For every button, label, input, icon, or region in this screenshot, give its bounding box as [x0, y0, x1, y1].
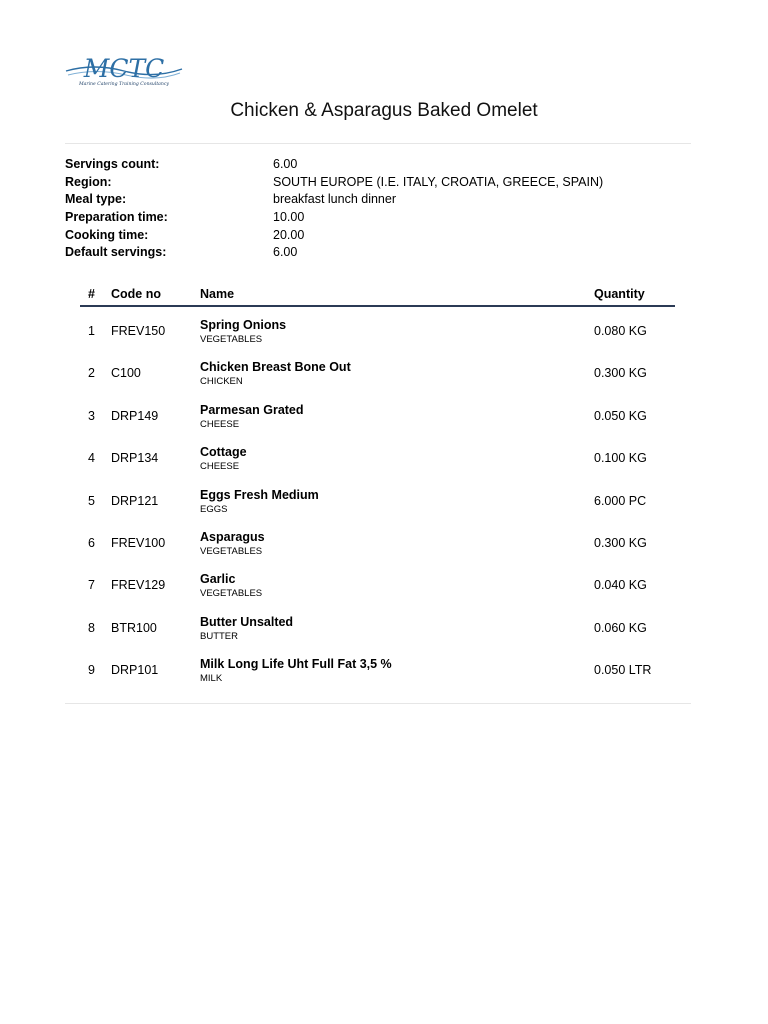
- table-row: [80, 310, 675, 352]
- meta-value: breakfast lunch dinner: [273, 192, 396, 207]
- row-number: 6: [88, 535, 95, 550]
- row-code: C100: [111, 366, 141, 381]
- row-number: 7: [88, 578, 95, 593]
- meta-label: Servings count:: [65, 157, 160, 171]
- table-row: [80, 395, 675, 437]
- ingredient-category: CHEESE: [200, 418, 240, 430]
- ingredient-category: CHICKEN: [200, 376, 243, 388]
- ingredient-quantity: 0.080 KG: [594, 324, 647, 338]
- ingredient-category: CHEESE: [200, 461, 240, 473]
- row-code: FREV100: [111, 535, 166, 550]
- meta-label: Default servings:: [65, 245, 167, 260]
- table-row: [80, 607, 675, 649]
- meta-value: 10.00: [273, 210, 305, 225]
- ingredient-quantity: 0.050 KG: [594, 408, 647, 423]
- row-number: 3: [88, 408, 95, 423]
- table-row: [80, 480, 675, 522]
- ingredient-quantity: 0.300 KG: [594, 366, 647, 381]
- meta-value: 20.00: [273, 227, 305, 242]
- logo-subtitle: Marine Catering Training Consultancy: [78, 82, 170, 87]
- table-header: [80, 287, 675, 307]
- divider: [65, 703, 691, 704]
- row-code: DRP134: [111, 451, 159, 466]
- ingredient-name: Butter Unsalted: [200, 614, 294, 629]
- ingredient-category: BUTTER: [200, 630, 238, 642]
- ingredient-name: Garlic: [200, 572, 236, 587]
- table-row: [80, 437, 675, 479]
- ingredient-quantity: 0.050 LTR: [594, 663, 652, 678]
- ingredient-category: EGGS: [200, 503, 228, 515]
- ingredient-quantity: 0.060 KG: [594, 620, 647, 635]
- meta-value: 6.00: [273, 157, 298, 171]
- recipe-title: Chicken & Asparagus Baked Omelet: [230, 100, 538, 121]
- ingredient-category: VEGETABLES: [200, 545, 263, 557]
- row-number: 5: [88, 493, 95, 508]
- column-header-quantity: Quantity: [594, 287, 645, 301]
- row-number: 2: [88, 366, 95, 381]
- row-number: 9: [88, 663, 95, 678]
- row-code: DRP101: [111, 663, 159, 678]
- table-row: [80, 522, 675, 564]
- logo-text: MCTC: [83, 54, 165, 83]
- row-number: 4: [88, 451, 95, 466]
- company-logo: [64, 52, 184, 88]
- meta-value: 6.00: [273, 245, 298, 260]
- ingredient-name: Spring Onions: [200, 318, 287, 332]
- row-code: FREV129: [111, 578, 166, 593]
- table-row: [80, 352, 675, 394]
- row-code: DRP149: [111, 408, 159, 423]
- ingredient-category: MILK: [200, 673, 223, 685]
- column-header-code: Code no: [111, 287, 161, 301]
- row-code: DRP121: [111, 493, 159, 508]
- row-code: BTR100: [111, 620, 157, 635]
- table-row: [80, 564, 675, 606]
- ingredient-name: Eggs Fresh Medium: [200, 487, 319, 502]
- meta-label: Region:: [65, 174, 112, 189]
- meta-value: SOUTH EUROPE (I.E. ITALY, CROATIA, GREECE, SPAIN): [273, 174, 604, 189]
- meta-label: Preparation time:: [65, 210, 168, 225]
- ingredient-quantity: 0.100 KG: [594, 451, 647, 466]
- meta-label: Cooking time:: [65, 227, 149, 242]
- ingredient-category: VEGETABLES: [200, 334, 263, 345]
- ingredient-quantity: 6.000 PC: [594, 493, 647, 508]
- ingredient-quantity: 0.040 KG: [594, 578, 647, 593]
- ingredient-category: VEGETABLES: [200, 588, 263, 600]
- column-header-number: #: [88, 287, 95, 301]
- ingredient-name: Asparagus: [200, 529, 265, 544]
- ingredients-table: [80, 310, 675, 692]
- ingredient-name: Parmesan Grated: [200, 402, 304, 417]
- row-number: 8: [88, 620, 95, 635]
- ingredient-name: Milk Long Life Uht Full Fat 3,5 %: [200, 657, 392, 672]
- row-number: 1: [88, 324, 95, 338]
- row-code: FREV150: [111, 324, 166, 338]
- meta-label: Meal type:: [65, 192, 127, 207]
- ingredient-quantity: 0.300 KG: [594, 535, 647, 550]
- column-header-name: Name: [200, 287, 235, 301]
- table-row: [80, 649, 675, 691]
- divider: [65, 143, 691, 144]
- ingredient-name: Chicken Breast Bone Out: [200, 360, 351, 375]
- ingredient-name: Cottage: [200, 445, 247, 460]
